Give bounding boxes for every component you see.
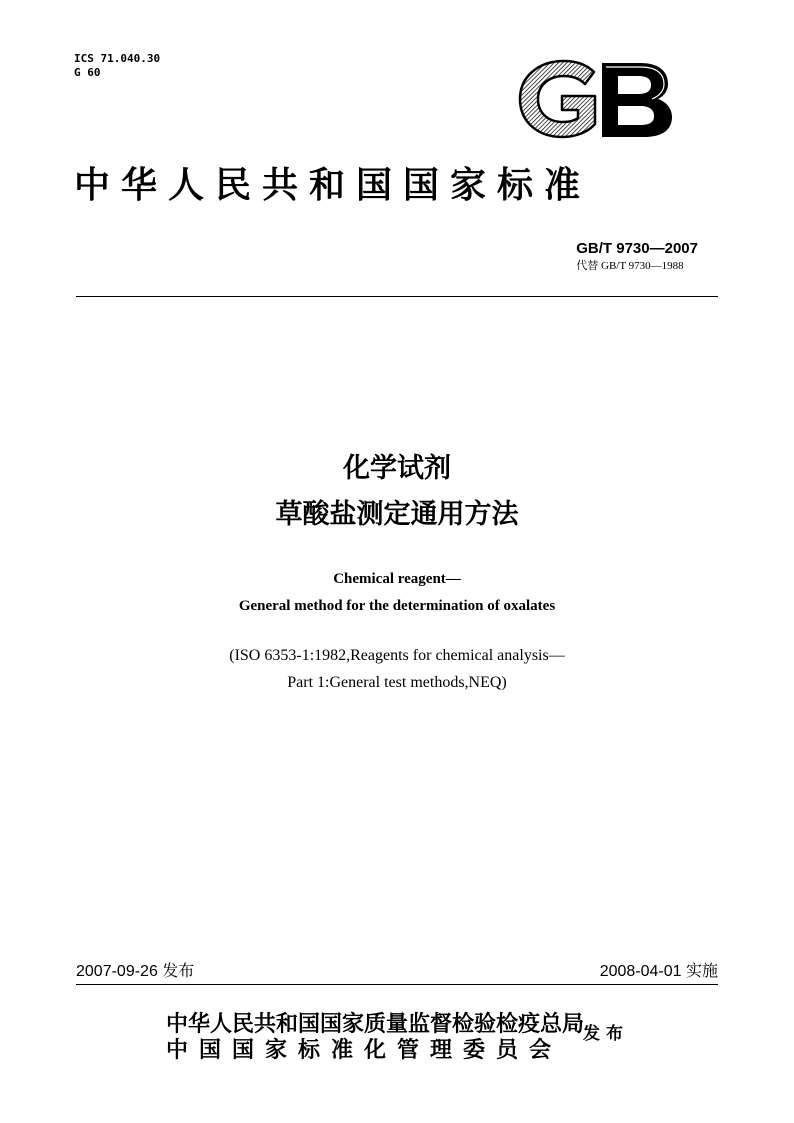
title-chinese-line1: 化学试剂 [343, 453, 451, 484]
issuer-sac: 中国国家标准化管理委员会 [166, 1037, 563, 1063]
header-divider [76, 296, 718, 297]
standard-number: GB/T 9730—2007 [576, 240, 698, 257]
ccs-code: G 60 [74, 66, 101, 79]
gb-logo-icon [516, 58, 676, 140]
title-english [0, 566, 794, 620]
iso-reference-line1: (ISO 6353-1:1982,Reagents for chemical analysis— [229, 647, 565, 664]
national-standard-heading: 中华人民共和国国家标准 [74, 164, 592, 206]
ics-code: ICS 71.040.30 [74, 52, 161, 65]
iso-reference-line2: Part 1:General test methods,NEQ) [287, 674, 507, 691]
footer-divider [76, 984, 718, 985]
title-english-line2: General method for the determination of oxalates [238, 598, 556, 614]
publish-label: 发布 [583, 1024, 629, 1044]
implementation-date: 2008-04-01 实施 [599, 963, 718, 980]
replaces-standard: 代替 GB/T 9730—1988 [576, 260, 684, 272]
issuing-authorities [166, 1011, 584, 1063]
issuer-aqsiq: 中华人民共和国国家质量监督检验检疫总局 [166, 1011, 585, 1037]
iso-reference [0, 642, 794, 696]
title-chinese [0, 446, 794, 538]
title-english-line1: Chemical reagent— [333, 571, 461, 587]
classification-codes [74, 52, 160, 80]
issue-date: 2007-09-26 发布 [76, 963, 195, 980]
title-chinese-line2: 草酸盐测定通用方法 [275, 499, 519, 530]
standard-number-block [576, 240, 698, 273]
